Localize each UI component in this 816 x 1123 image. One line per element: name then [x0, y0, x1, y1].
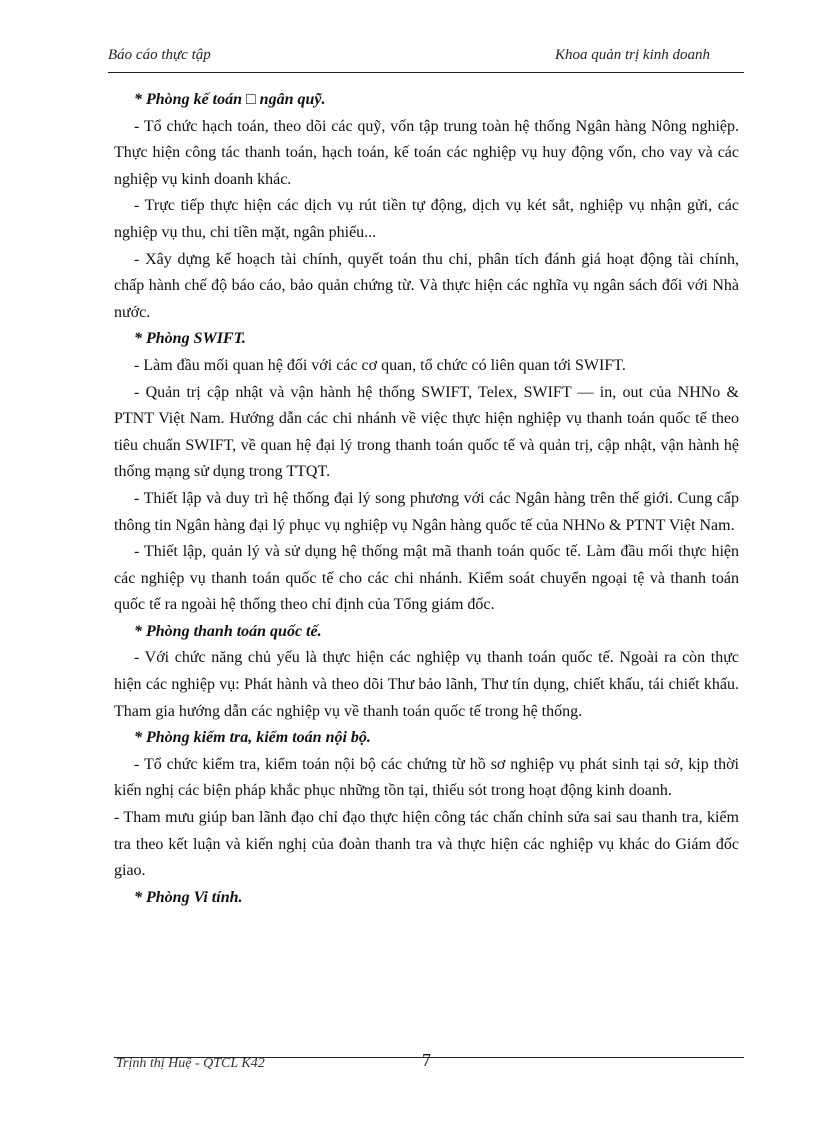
paragraph: - Làm đầu mối quan hệ đối với các cơ quan, tổ chức có liên quan tới SWIFT. [134, 356, 626, 374]
paragraph: - Trực tiếp thực hiện các dịch vụ rút tiền tự động, dịch vụ két sắt, nghiệp vụ nhận gửi, các nghiệp vụ thu, chi tiền mặt, ngân phiếu... [114, 197, 739, 241]
section-heading: * Phòng kiểm tra, kiểm toán nội bộ. [134, 729, 371, 747]
section-heading: * Phòng SWIFT. [134, 330, 246, 348]
header-left: Báo cáo thực tập [108, 47, 211, 63]
header-right: Khoa quản trị kinh doanh [554, 47, 710, 63]
paragraph: - Quản trị cập nhật và vận hành hệ thống SWIFT, Telex, SWIFT — in, out của NHNo & PTNT Việt Nam. Hướng dẫn các chi nhánh về việc thực hiện nghiệp vụ thanh toán quốc tế theo tiêu chuẩn SWIFT, về quan hệ đại lý trong thanh toán quốc tế và quản trị, cập nhật, vận hành hệ thống mạng sử dụng trong TTQT. [114, 383, 739, 481]
paragraph: - Thiết lập và duy trì hệ thống đại lý song phương với các Ngân hàng trên thế giới. Cung cấp thông tin Ngân hàng đại lý phục vụ nghiệp vụ Ngân hàng quốc tế của NHNo & PTNT Việt Nam. [114, 489, 739, 534]
paragraph: - Tổ chức hạch toán, theo dõi các quỹ, vốn tập trung toàn hệ thống Ngân hàng Nông nghiệp. Thực hiện công tác thanh toán, hạch toán, kế toán các nghiệp vụ huy động vốn, cho vay và các nghiệp vụ kinh doanh khác. [114, 117, 739, 188]
page-header [108, 42, 744, 73]
section-heading: * Phòng thanh toán quốc tế. [134, 622, 322, 640]
paragraph: - Xây dựng kế hoạch tài chính, quyết toán thu chi, phân tích đánh giá hoạt động tài chính, chấp hành chế độ báo cáo, bảo quản chứng từ. Và thực hiện các nghĩa vụ ngân sách đối với Nhà nước. [114, 250, 739, 321]
paragraph: - Tham mưu giúp ban lãnh đạo chỉ đạo thực hiện công tác chấn chỉnh sửa sai sau thanh tra, kiểm tra theo kết luận và kiến nghị của đoàn thanh tra và thực hiện các nghiệp vụ khác do Giám đốc giao. [114, 809, 739, 880]
section-heading: * Phòng Vi tính. [134, 888, 243, 906]
paragraph: - Với chức năng chủ yếu là thực hiện các nghiệp vụ thanh toán quốc tế. Ngoài ra còn thực hiện các nghiệp vụ: Phát hành và theo dõi Thư bảo lãnh, Thư tín dụng, chiết khấu, tái chiết khấu. Tham gia hướng dẫn các nghiệp vụ về thanh toán quốc tế trong hệ thống. [114, 649, 739, 720]
page-footer [114, 1050, 744, 1076]
footer-author: Trịnh thị Huệ - QTCL K42 [116, 1056, 265, 1071]
section-heading: * Phòng kế toán □ ngân quỹ. [134, 91, 326, 108]
paragraph: - Thiết lập, quản lý và sử dụng hệ thống mật mã thanh toán quốc tế. Làm đầu mối thực hiện các nghiệp vụ thanh toán quốc tế cho các chi nhánh. Kiểm soát chuyển ngoại tệ và thanh toán quốc tế ra ngoài hệ thống theo chỉ định của Tổng giám đốc. [114, 543, 739, 614]
paragraph: - Tổ chức kiểm tra, kiểm toán nội bộ các chứng từ hồ sơ nghiệp vụ phát sinh tại sở, kịp thời kiến nghị các biện pháp khắc phục những tồn tại, thiếu sót trong hoạt động kinh doanh. [114, 755, 739, 800]
document-body [114, 87, 739, 911]
page-number: 7 [422, 1050, 431, 1070]
